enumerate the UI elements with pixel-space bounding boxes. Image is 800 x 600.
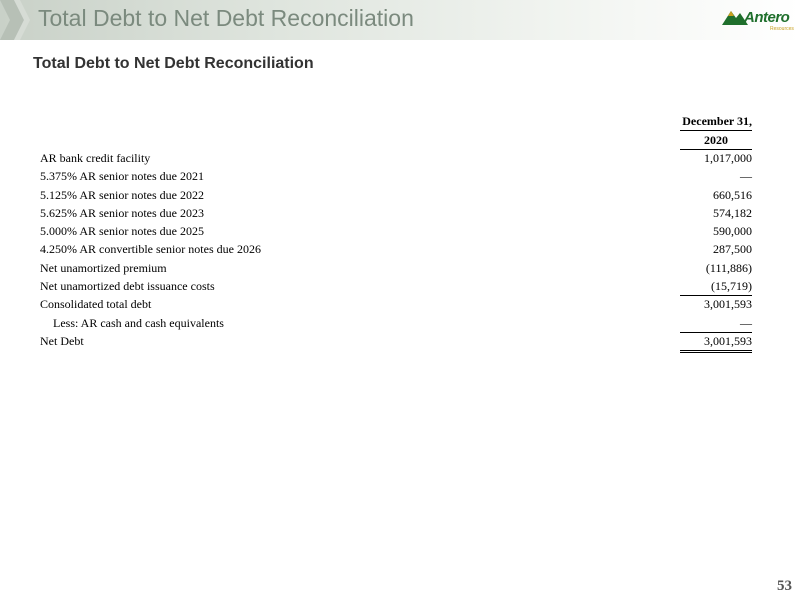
row-label: Less: AR cash and cash equivalents <box>53 315 224 330</box>
table-row <box>0 332 800 350</box>
row-value: 574,182 <box>713 205 752 220</box>
table-row <box>0 295 800 313</box>
row-label: Consolidated total debt <box>40 297 152 312</box>
row-label: 5.625% AR senior notes due 2023 <box>40 205 204 220</box>
table-row <box>0 259 800 277</box>
row-value: 660,516 <box>713 187 752 202</box>
row-label: 4.250% AR convertible senior notes due 2026 <box>40 242 261 257</box>
table-row <box>0 240 800 258</box>
column-header-date: December 31, <box>682 114 752 128</box>
header-chevron-icon <box>0 0 40 40</box>
row-label: 5.125% AR senior notes due 2022 <box>40 187 204 202</box>
row-label: 5.375% AR senior notes due 2021 <box>40 169 204 184</box>
page-number: 53 <box>777 578 792 594</box>
page-subtitle: Total Debt to Net Debt Reconciliation <box>33 55 314 72</box>
row-label: Net unamortized debt issuance costs <box>40 279 215 294</box>
table-row <box>0 167 800 185</box>
row-value: 3,001,593 <box>704 297 752 312</box>
column-header-year: 2020 <box>680 130 752 150</box>
row-label: Net unamortized premium <box>40 260 167 275</box>
row-value: 1,017,000 <box>704 151 752 165</box>
row-value: 590,000 <box>713 224 752 239</box>
table-row <box>0 204 800 222</box>
logo-subtext: Resources <box>770 26 794 32</box>
row-value: 3,001,593 <box>680 334 752 353</box>
row-value: — <box>680 316 752 333</box>
header-title: Total Debt to Net Debt Reconciliation <box>38 5 414 31</box>
reconciliation-table <box>0 149 800 350</box>
row-value: (15,719) <box>680 279 752 296</box>
logo-wordmark: Antero <box>744 9 790 26</box>
row-value: (111,886) <box>705 260 752 275</box>
row-label: Net Debt <box>40 333 84 348</box>
row-label: AR bank credit facility <box>40 151 151 165</box>
table-row <box>0 277 800 295</box>
row-label: 5.000% AR senior notes due 2025 <box>40 224 204 239</box>
row-value: — <box>740 169 752 184</box>
table-row <box>0 314 800 332</box>
table-row <box>0 149 800 167</box>
slide-header <box>0 0 800 40</box>
row-value: 287,500 <box>713 242 752 257</box>
table-row <box>0 222 800 240</box>
antero-logo <box>722 5 796 35</box>
table-row <box>0 186 800 204</box>
